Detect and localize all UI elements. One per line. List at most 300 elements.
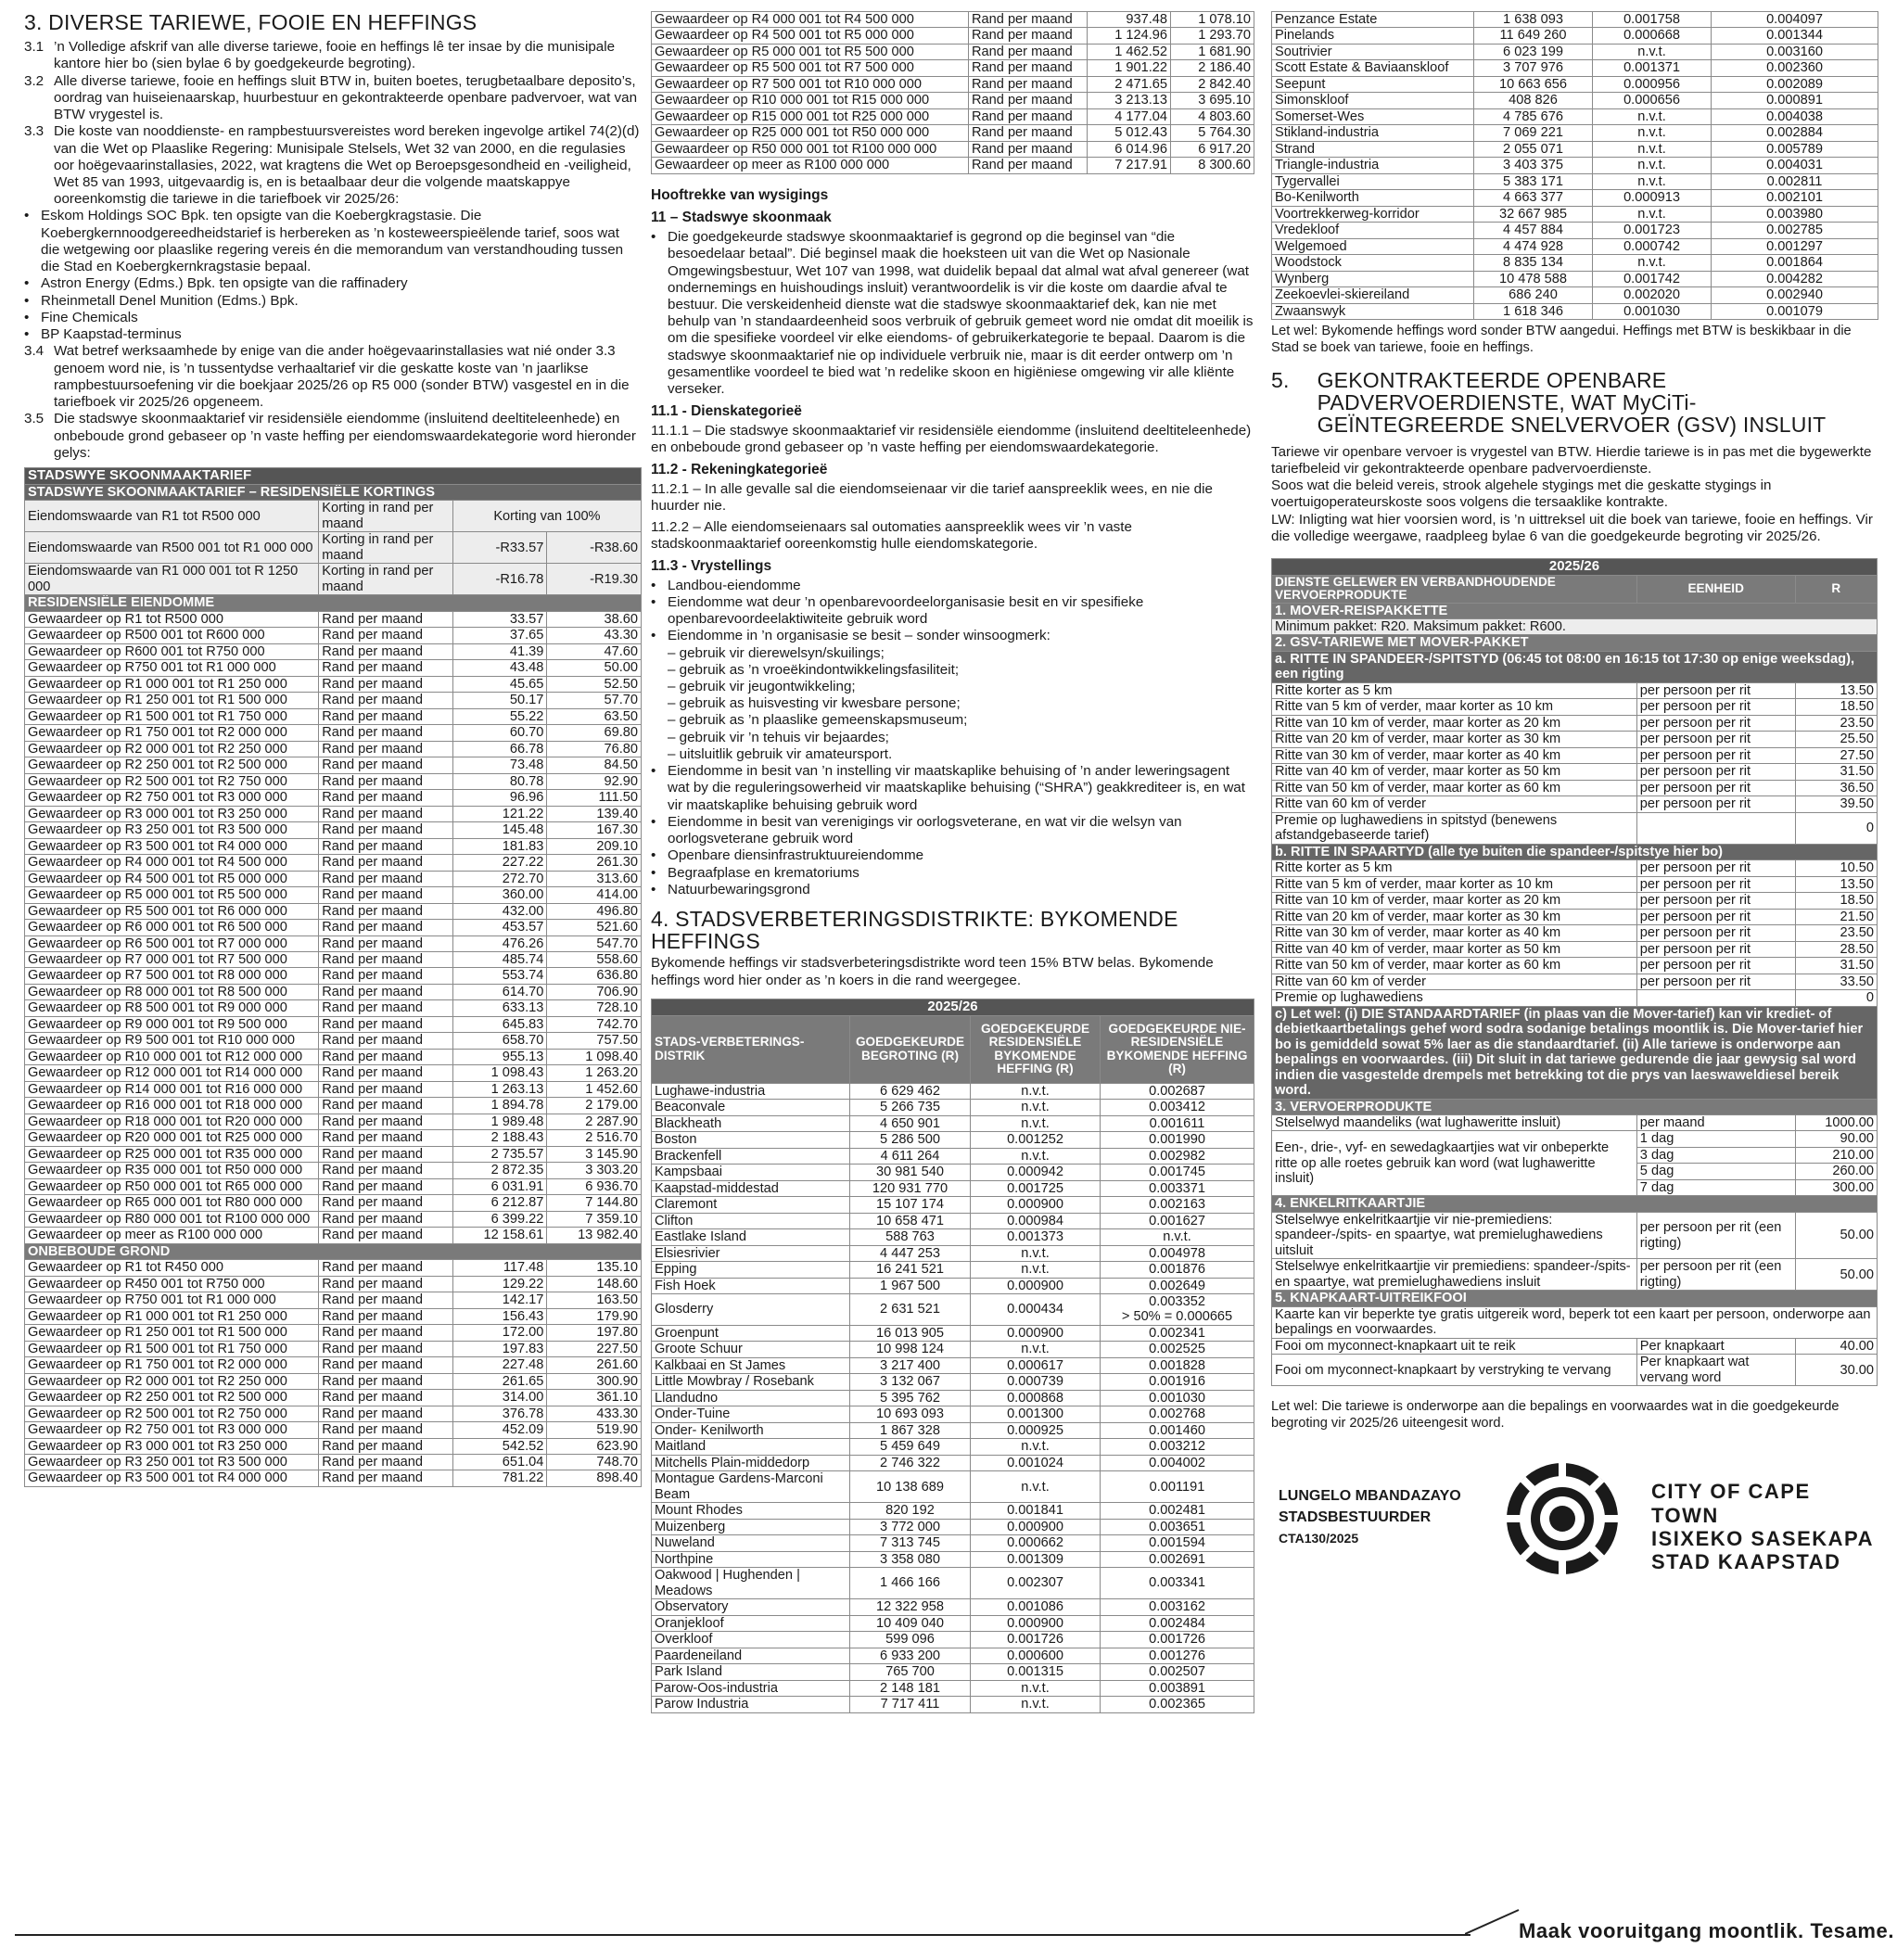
table-cell: 4 457 884 bbox=[1474, 223, 1593, 238]
table-row bbox=[25, 1114, 642, 1129]
table-cell: Gewaardeer op R450 001 tot R750 000 bbox=[25, 1276, 319, 1292]
table-cell: Kaapstad-middestad bbox=[652, 1180, 850, 1196]
table-cell: per persoon per rit bbox=[1636, 764, 1795, 780]
cleaning-tariff-table bbox=[24, 467, 642, 1487]
myciti-tariff-table bbox=[1271, 558, 1878, 1386]
table-cell: 10 693 093 bbox=[850, 1406, 971, 1422]
table-cell: Northpine bbox=[652, 1551, 850, 1567]
table-cell: n.v.t. bbox=[1593, 141, 1712, 157]
table-cell: 50.17 bbox=[452, 693, 547, 708]
table-cell: 937.48 bbox=[1088, 12, 1171, 28]
table-cell: -R16.78 bbox=[452, 564, 547, 595]
section-3-title: 3. DIVERSE TARIEWE, FOOIE EN HEFFINGS bbox=[24, 10, 477, 34]
table-row bbox=[1272, 747, 1878, 763]
heading-11-3: 11.3 - Vrystellings bbox=[651, 557, 772, 574]
tariff-year: 2025/26 bbox=[1272, 559, 1878, 576]
table-cell: Paardeneiland bbox=[652, 1648, 850, 1663]
table-cell: 452.09 bbox=[452, 1422, 547, 1438]
table-cell: 1 867 328 bbox=[850, 1422, 971, 1438]
table-row bbox=[25, 1357, 642, 1373]
table-cell: per persoon per rit (een rigting) bbox=[1636, 1259, 1795, 1291]
table-cell: 3 217 400 bbox=[850, 1357, 971, 1373]
table-cell: 37.65 bbox=[452, 628, 547, 643]
table-cell: per persoon per rit bbox=[1636, 909, 1795, 924]
table-cell: Vredekloof bbox=[1272, 223, 1474, 238]
table-cell: Gewaardeer op R18 000 001 tot R20 000 000 bbox=[25, 1114, 319, 1129]
table-cell: Rand per maand bbox=[319, 855, 453, 871]
table-cell: Een-, drie-, vyf- en sewedagkaartjies wat vir onbeperkte ritte op alle roetes gebruik kan word (wat lughaweritte insluit) bbox=[1272, 1131, 1637, 1196]
table-cell: 38.60 bbox=[547, 611, 642, 627]
table-cell: 33.57 bbox=[452, 611, 547, 627]
table-cell: 1 466 166 bbox=[850, 1568, 971, 1599]
city-name-af: STAD KAAPSTAD bbox=[1651, 1550, 1841, 1574]
table-cell: Epping bbox=[652, 1262, 850, 1278]
bottom-rule bbox=[15, 1934, 1470, 1936]
table-cell: 414.00 bbox=[547, 887, 642, 903]
table-row bbox=[1272, 255, 1878, 271]
table-cell: Bo-Kenilworth bbox=[1272, 190, 1474, 206]
table-cell: 300.90 bbox=[547, 1373, 642, 1389]
table-row bbox=[652, 1229, 1254, 1245]
section-3-paragraphs-2 bbox=[24, 343, 642, 462]
vacant-land-table-continued bbox=[651, 11, 1254, 174]
table-cell: 0.000900 bbox=[971, 1197, 1101, 1213]
table-cell: 820 192 bbox=[850, 1503, 971, 1519]
bullet-icon: • bbox=[24, 208, 30, 224]
table-cell: per persoon per rit bbox=[1636, 699, 1795, 715]
table-row bbox=[1272, 12, 1878, 28]
table-cell: n.v.t. bbox=[1101, 1229, 1254, 1245]
table-cell: 0.001024 bbox=[971, 1455, 1101, 1470]
table-row bbox=[25, 611, 642, 627]
table-cell: n.v.t. bbox=[971, 1083, 1101, 1099]
table-row bbox=[1272, 1355, 1878, 1386]
table-cell: Gewaardeer op R4 000 001 tot R4 500 000 bbox=[25, 855, 319, 871]
table-cell: Rand per maand bbox=[319, 1098, 453, 1114]
table-cell: 210.00 bbox=[1795, 1147, 1877, 1163]
table-cell: Mount Rhodes bbox=[652, 1503, 850, 1519]
table-cell: 80.78 bbox=[452, 773, 547, 789]
table-cell: 10 138 689 bbox=[850, 1471, 971, 1503]
table-cell: 69.80 bbox=[547, 725, 642, 741]
table-row bbox=[652, 1213, 1254, 1228]
table-cell: 5 dag bbox=[1636, 1164, 1795, 1179]
table-cell: 13.50 bbox=[1795, 876, 1877, 892]
table-cell: Rand per maand bbox=[319, 1357, 453, 1373]
table-row bbox=[25, 725, 642, 741]
table-row bbox=[652, 28, 1254, 44]
table-cell: 120 931 770 bbox=[850, 1180, 971, 1196]
table-cell: 7 359.10 bbox=[547, 1211, 642, 1227]
table-cell: Gewaardeer op R3 500 001 tot R4 000 000 bbox=[25, 838, 319, 854]
table-cell: 1 462.52 bbox=[1088, 44, 1171, 59]
table-cell: 0.001344 bbox=[1712, 28, 1878, 44]
table-cell: 955.13 bbox=[452, 1049, 547, 1064]
table-cell: 30.00 bbox=[1795, 1355, 1877, 1386]
signature-name: LUNGELO MBANDAZAYO bbox=[1279, 1488, 1461, 1505]
table-cell: 41.39 bbox=[452, 643, 547, 659]
table-cell: Ritte van 40 km of verder, maar korter as 50 km bbox=[1272, 764, 1637, 780]
table-cell: 8 835 134 bbox=[1474, 255, 1593, 271]
exemption-item: • Landbou-eiendomme bbox=[651, 577, 801, 593]
table-row bbox=[1272, 682, 1878, 698]
table-cell: Rand per maand bbox=[319, 1406, 453, 1421]
table-cell: Rand per maand bbox=[319, 1195, 453, 1211]
exemption-subitem: – gebruik vir jeugontwikkeling; bbox=[668, 678, 856, 694]
table-cell: Rand per maand bbox=[319, 1114, 453, 1129]
table-cell: 13.50 bbox=[1795, 682, 1877, 698]
bullet-icon: • bbox=[24, 326, 30, 343]
table-cell: Rand per maand bbox=[319, 1146, 453, 1162]
table-cell: Rand per maand bbox=[319, 838, 453, 854]
table-cell: n.v.t. bbox=[1593, 108, 1712, 124]
table-cell: 2 148 181 bbox=[850, 1680, 971, 1696]
table-row bbox=[652, 1115, 1254, 1131]
table-cell: 50.00 bbox=[1795, 1259, 1877, 1291]
table-cell: Stikland-industria bbox=[1272, 125, 1474, 141]
table-cell: 66.78 bbox=[452, 741, 547, 757]
table-row bbox=[25, 1195, 642, 1211]
table-cell: 21.50 bbox=[1795, 909, 1877, 924]
table-cell: Kaarte kan vir beperkte tye gratis uitgereik word, beperk tot een kaart per persoon, onderworpe aan bepalings en voorwaardes. bbox=[1272, 1306, 1878, 1338]
table-cell: 1 452.60 bbox=[547, 1081, 642, 1097]
table-cell: 7 144.80 bbox=[547, 1195, 642, 1211]
table-cell: 209.10 bbox=[547, 838, 642, 854]
table-row bbox=[1272, 238, 1878, 254]
table-cell: Penzance Estate bbox=[1272, 12, 1474, 28]
table-cell: n.v.t. bbox=[971, 1262, 1101, 1278]
table-cell: 197.80 bbox=[547, 1325, 642, 1341]
table-row bbox=[25, 920, 642, 935]
table-cell: per persoon per rit (een rigting) bbox=[1636, 1212, 1795, 1258]
table-cell: 227.50 bbox=[547, 1341, 642, 1356]
table-row bbox=[1272, 190, 1878, 206]
numbered-paragraph bbox=[24, 123, 642, 208]
table-cell: Gewaardeer op R1 000 001 tot R1 250 000 bbox=[25, 676, 319, 692]
table-cell: Gewaardeer op R5 500 001 tot R7 500 000 bbox=[652, 60, 969, 76]
table-row bbox=[652, 1648, 1254, 1663]
table-cell: Rand per maand bbox=[319, 1260, 453, 1276]
table-row bbox=[25, 1146, 642, 1162]
table-cell: Gewaardeer op R6 000 001 tot R6 500 000 bbox=[25, 920, 319, 935]
table-cell: Gewaardeer op R14 000 001 tot R16 000 000 bbox=[25, 1081, 319, 1097]
para-number: 3.5 bbox=[24, 411, 45, 427]
table-cell: 0.001627 bbox=[1101, 1213, 1254, 1228]
table-row bbox=[652, 1132, 1254, 1148]
company-list bbox=[24, 208, 642, 343]
column-2 bbox=[651, 11, 1254, 1713]
table-row bbox=[1272, 893, 1878, 909]
slogan: Maak vooruitgang moontlik. Tesame. bbox=[1519, 1919, 1895, 1942]
table-row bbox=[1272, 860, 1878, 876]
table-cell: 0.002687 bbox=[1101, 1083, 1254, 1099]
table-cell: n.v.t. bbox=[971, 1439, 1101, 1455]
numbered-paragraph bbox=[24, 411, 642, 462]
column-1 bbox=[24, 11, 642, 1487]
table-cell: 781.22 bbox=[452, 1470, 547, 1486]
table-cell: Gewaardeer op R2 500 001 tot R2 750 000 bbox=[25, 1406, 319, 1421]
table-cell: n.v.t. bbox=[1593, 158, 1712, 173]
table-row bbox=[652, 1599, 1254, 1615]
table-cell: 0.000617 bbox=[971, 1357, 1101, 1373]
exemption-subitem: – gebruik as ’n plaaslike gemeenskapsmuseum; bbox=[668, 712, 968, 729]
table-row bbox=[1272, 958, 1878, 974]
table-cell: 0.001594 bbox=[1101, 1535, 1254, 1551]
table-cell: Rand per maand bbox=[969, 158, 1088, 173]
table-cell: 0.002484 bbox=[1101, 1615, 1254, 1631]
table-cell: Voortrekkerweg-korridor bbox=[1272, 206, 1474, 222]
table-cell: 0.004002 bbox=[1101, 1455, 1254, 1470]
table-cell: 7 217.91 bbox=[1088, 158, 1171, 173]
table-cell: 10 409 040 bbox=[850, 1615, 971, 1631]
table-cell: Rand per maand bbox=[319, 1341, 453, 1356]
table-cell: 7 069 221 bbox=[1474, 125, 1593, 141]
table-row bbox=[1272, 173, 1878, 189]
table-cell: 3 695.10 bbox=[1171, 93, 1254, 108]
table-cell: Gewaardeer op R50 000 001 tot R65 000 000 bbox=[25, 1178, 319, 1194]
table-cell: Onder-Tuine bbox=[652, 1406, 850, 1422]
table-cell: 3 132 067 bbox=[850, 1374, 971, 1390]
table-cell: 129.22 bbox=[452, 1276, 547, 1292]
table-cell: 658.70 bbox=[452, 1033, 547, 1049]
table-cell: 12 158.61 bbox=[452, 1228, 547, 1243]
table-row bbox=[652, 1357, 1254, 1373]
table-row bbox=[25, 1422, 642, 1438]
table-cell: 521.60 bbox=[547, 920, 642, 935]
table-cell: 1 638 093 bbox=[1474, 12, 1593, 28]
table-cell: 0.000984 bbox=[971, 1213, 1101, 1228]
section-4-intro: Bykomende heffings vir stadsverbeteringsdistrikte word teen 15% BTW belas. Bykomende heffings word hier onder as ’n koers in die rand weergegee. bbox=[651, 955, 1214, 988]
table-cell: Clifton bbox=[652, 1213, 850, 1228]
table-cell: 519.90 bbox=[547, 1422, 642, 1438]
exemption-item: • Eiendomme in ’n organisasie se besit – sonder winsoogmerk: bbox=[651, 628, 1050, 644]
table-cell: Zeekoevlei-skiereiland bbox=[1272, 287, 1474, 303]
table-cell: Gewaardeer op R2 750 001 tot R3 000 000 bbox=[25, 790, 319, 806]
table-cell: 0.001742 bbox=[1593, 271, 1712, 286]
table-cell: Wynberg bbox=[1272, 271, 1474, 286]
table-cell: 5 012.43 bbox=[1088, 125, 1171, 141]
table-title: STADSWYE SKOONMAAKTARIEF bbox=[25, 468, 642, 485]
table-cell: 3 303.20 bbox=[547, 1163, 642, 1178]
table-cell: Gewaardeer op R600 001 tot R750 000 bbox=[25, 643, 319, 659]
rebate-row bbox=[25, 564, 642, 595]
table-cell: Rand per maand bbox=[319, 951, 453, 967]
note-row bbox=[1272, 1006, 1878, 1099]
table-cell: 39.50 bbox=[1795, 796, 1877, 812]
table-cell: Gewaardeer op R5 000 001 tot R5 500 000 bbox=[652, 44, 969, 59]
table-cell: Ritte van 40 km of verder, maar korter as 50 km bbox=[1272, 941, 1637, 957]
table-cell: Gewaardeer op R15 000 001 tot R25 000 000 bbox=[652, 108, 969, 124]
table-row bbox=[652, 1664, 1254, 1680]
table-cell: 4 474 928 bbox=[1474, 238, 1593, 254]
table-row bbox=[25, 1049, 642, 1064]
tariff-header-cell: EENHEID bbox=[1636, 575, 1795, 603]
table-cell: 6 023 199 bbox=[1474, 44, 1593, 59]
table-cell: Ritte van 10 km of verder, maar korter as 20 km bbox=[1272, 893, 1637, 909]
city-name-xh: ISIXEKO SASEKAPA bbox=[1651, 1526, 1874, 1550]
table-row bbox=[1272, 990, 1878, 1006]
table-cell: 1 618 346 bbox=[1474, 303, 1593, 319]
table-cell: Ritte van 30 km of verder, maar korter as 40 km bbox=[1272, 925, 1637, 941]
table-cell: 135.10 bbox=[547, 1260, 642, 1276]
table-cell: Per knapkaart wat vervang word bbox=[1636, 1355, 1795, 1386]
numbered-paragraph bbox=[24, 73, 642, 124]
table-cell: 0.000656 bbox=[1593, 93, 1712, 108]
table-cell: 0.000913 bbox=[1593, 190, 1712, 206]
tariff-header-cell: DIENSTE GELEWER EN VERBANDHOUDENDE VERVOERPRODUKTE bbox=[1272, 575, 1637, 603]
table-cell: Gewaardeer op R6 500 001 tot R7 000 000 bbox=[25, 935, 319, 951]
table-cell: 0.002768 bbox=[1101, 1406, 1254, 1422]
table-cell: Glosderry bbox=[652, 1294, 850, 1326]
table-cell: Stelselwye enkelritkaartjie vir premiediens: spandeer-/spits- en spaartye, wat premielughawediens insluit bbox=[1272, 1259, 1637, 1291]
table-row bbox=[25, 1341, 642, 1356]
table-row bbox=[652, 1632, 1254, 1648]
table-cell: 432.00 bbox=[452, 903, 547, 919]
table-row bbox=[25, 790, 642, 806]
table-cell: Rand per maand bbox=[319, 741, 453, 757]
table-cell: Llandudno bbox=[652, 1390, 850, 1406]
table-cell: 686 240 bbox=[1474, 287, 1593, 303]
table-row bbox=[1272, 93, 1878, 108]
para-text: Die koste van nooddienste- en rampbestuursvereistes word bereken ingevolge artikel 74(2)(d) van die Wet op Plaaslike Regering: Munisipale Stelsels, Wet 32 van 2000, en die regulasies oor hoëgevaarinstallasies, 2022, wat kragtens die Wet op Beroepsgesondheid en -veiligheid, Wet 85 van 1993, uitgevaardig is, en is betaalbaar deur die volgende maatskappye ooreenkomstig die tariewe in die tariefboek vir 2025/26: bbox=[54, 123, 640, 208]
table-cell: Gewaardeer op R4 500 001 tot R5 000 000 bbox=[25, 871, 319, 886]
table-cell: 272.70 bbox=[452, 871, 547, 886]
table-cell: n.v.t. bbox=[971, 1148, 1101, 1164]
table-cell: Blackheath bbox=[652, 1115, 850, 1131]
table-cell: Gewaardeer op R16 000 001 tot R18 000 000 bbox=[25, 1098, 319, 1114]
table-cell: Rand per maand bbox=[969, 76, 1088, 92]
table-cell: Montague Gardens-Marconi Beam bbox=[652, 1471, 850, 1503]
table-cell: 558.60 bbox=[547, 951, 642, 967]
amendments-heading: Hooftrekke van wysigings bbox=[651, 186, 829, 203]
table-cell: 261.65 bbox=[452, 1373, 547, 1389]
table-cell: 3 dag bbox=[1636, 1147, 1795, 1163]
section-row bbox=[1272, 1099, 1878, 1114]
table-row bbox=[25, 1260, 642, 1276]
table-cell: 0.000956 bbox=[1593, 76, 1712, 92]
table-row bbox=[1272, 76, 1878, 92]
table-row bbox=[1272, 699, 1878, 715]
exemption-subitem: – gebruik vir ’n tehuis vir bejaardes; bbox=[668, 729, 889, 745]
table-cell: Rand per maand bbox=[319, 1000, 453, 1016]
table-cell: Gewaardeer op R750 001 tot R1 000 000 bbox=[25, 660, 319, 676]
table-cell: 261.60 bbox=[547, 1357, 642, 1373]
table-cell: 0.001030 bbox=[1101, 1390, 1254, 1406]
table-row bbox=[25, 676, 642, 692]
table-row bbox=[652, 60, 1254, 76]
exemption-subitem: – gebruik as huisvesting vir kwesbare persone; bbox=[668, 695, 961, 712]
tariff-header-cell: R bbox=[1795, 575, 1877, 603]
table-row bbox=[652, 1165, 1254, 1180]
table-cell: Gewaardeer op R50 000 001 tot R100 000 000 bbox=[652, 141, 969, 157]
table-cell: 0.002982 bbox=[1101, 1148, 1254, 1164]
table-row bbox=[25, 1228, 642, 1243]
table-cell: 84.50 bbox=[547, 757, 642, 773]
table-cell: Gewaardeer op R3 000 001 tot R3 250 000 bbox=[25, 806, 319, 821]
table-row bbox=[1272, 44, 1878, 59]
table-cell: Ritte van 5 km of verder, maar korter as 10 km bbox=[1272, 876, 1637, 892]
table-cell: Gewaardeer op R7 500 001 tot R10 000 000 bbox=[652, 76, 969, 92]
section-5-para-1: Tariewe vir openbare vervoer is vrygestel van BTW. Hierdie tariewe is in pas met die bygewerkte tariefbeleid vir gekontrakteerde openbare padvervoerdienste. bbox=[1271, 443, 1872, 477]
table-row bbox=[1272, 925, 1878, 941]
bullet-text: Fine Chemicals bbox=[41, 309, 138, 325]
table-cell: 6 399.22 bbox=[452, 1211, 547, 1227]
table-row bbox=[25, 871, 642, 886]
table-cell: 0.002940 bbox=[1712, 287, 1878, 303]
table-cell: 7 313 745 bbox=[850, 1535, 971, 1551]
table-cell: 0.003651 bbox=[1101, 1519, 1254, 1534]
table-cell: Gewaardeer op R5 000 001 tot R5 500 000 bbox=[25, 887, 319, 903]
table-cell: Minimum pakket: R20. Maksimum pakket: R600. bbox=[1272, 618, 1878, 634]
table-cell: Gewaardeer op R8 500 001 tot R9 000 000 bbox=[25, 1000, 319, 1016]
exemption-item: • Begraafplase en krematoriums bbox=[651, 864, 859, 881]
table-cell: n.v.t. bbox=[971, 1471, 1101, 1503]
table-cell: 453.57 bbox=[452, 920, 547, 935]
table-cell: 5 383 171 bbox=[1474, 173, 1593, 189]
table-cell: Premie op lughawediens bbox=[1272, 990, 1637, 1006]
table-row bbox=[25, 1325, 642, 1341]
table-row bbox=[652, 1535, 1254, 1551]
table-cell: Rand per maand bbox=[319, 920, 453, 935]
table-cell: n.v.t. bbox=[971, 1100, 1101, 1115]
table-cell: 10.50 bbox=[1795, 860, 1877, 876]
table-cell: Groenpunt bbox=[652, 1325, 850, 1341]
city-emblem-icon bbox=[1505, 1461, 1620, 1576]
table-cell: 0.002811 bbox=[1712, 173, 1878, 189]
section-3-paragraphs bbox=[24, 39, 642, 208]
cid-note: Let wel: Bykomende heffings word sonder BTW aangedui. Heffings met BTW is beskikbaar in die Stad se boek van tariewe, fooie en heffings. bbox=[1271, 324, 1852, 355]
para-text: Wat betref werksaamhede by enige van die ander hoëgevaarinstallasies wat nié onder 3.3 genoem word nie, is ’n tussentydse verhaaltarief vir die geskatte koste van ’n jaarlikse rampbestuursoefening vir die boekjaar 2025/26 op R5 000 (sonder BTW) vasgestel en in die tariefboek vir 2025/26 opgeneem. bbox=[54, 343, 630, 411]
table-cell bbox=[1101, 1294, 1254, 1326]
table-cell: 55.22 bbox=[452, 708, 547, 724]
bullet-item bbox=[24, 293, 642, 310]
para-number: 3.1 bbox=[24, 39, 45, 56]
table-cell: per persoon per rit bbox=[1636, 925, 1795, 941]
table-row bbox=[25, 1098, 642, 1114]
para-number: 3.3 bbox=[24, 123, 45, 140]
table-cell: 1 967 500 bbox=[850, 1278, 971, 1293]
table-cell: Gewaardeer op R25 000 001 tot R35 000 000 bbox=[25, 1146, 319, 1162]
table-cell: 1 894.78 bbox=[452, 1098, 547, 1114]
table-row bbox=[652, 76, 1254, 92]
table-cell: 32 667 985 bbox=[1474, 206, 1593, 222]
table-cell: 433.30 bbox=[547, 1406, 642, 1421]
table-cell: n.v.t. bbox=[1593, 206, 1712, 222]
table-cell: 0 bbox=[1795, 812, 1877, 844]
table-cell: Triangle-industria bbox=[1272, 158, 1474, 173]
table-cell: Observatory bbox=[652, 1599, 850, 1615]
table-cell: 5 395 762 bbox=[850, 1390, 971, 1406]
table-cell bbox=[1636, 990, 1795, 1006]
table-cell: 156.43 bbox=[452, 1308, 547, 1324]
table-row bbox=[1272, 1212, 1878, 1258]
table-cell: n.v.t. bbox=[971, 1245, 1101, 1261]
table-cell: Maitland bbox=[652, 1439, 850, 1455]
table-cell: 3 772 000 bbox=[850, 1519, 971, 1534]
table-cell: Gewaardeer op R9 500 001 tot R10 000 000 bbox=[25, 1033, 319, 1049]
section-row bbox=[1272, 1196, 1878, 1212]
table-cell: 0.005789 bbox=[1712, 141, 1878, 157]
table-cell: 5 266 735 bbox=[850, 1100, 971, 1115]
table-cell: 4 785 676 bbox=[1474, 108, 1593, 124]
table-cell: 15 107 174 bbox=[850, 1197, 971, 1213]
table-cell: Gewaardeer op R7 500 001 tot R8 000 000 bbox=[25, 968, 319, 984]
table-cell: Rand per maand bbox=[319, 1228, 453, 1243]
table-cell: 3. VERVOERPRODUKTE bbox=[1272, 1099, 1878, 1114]
table-cell: 2 842.40 bbox=[1171, 76, 1254, 92]
table-row bbox=[1272, 796, 1878, 812]
table-cell: Rand per maand bbox=[319, 1292, 453, 1308]
